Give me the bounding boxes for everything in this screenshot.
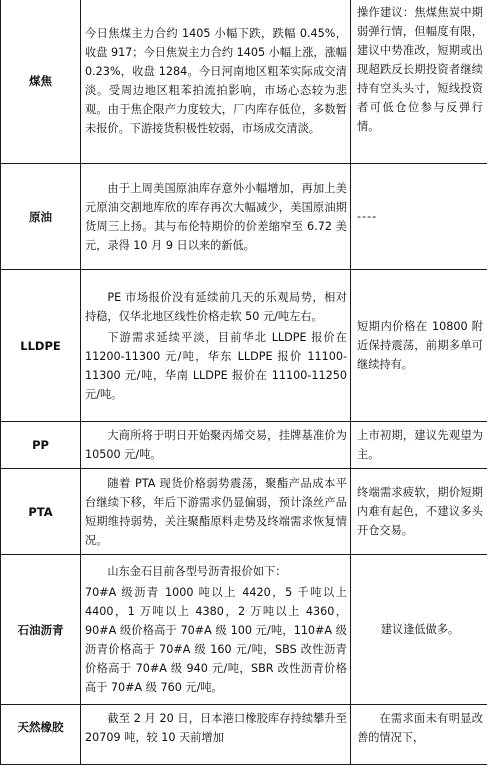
table-row-pta [1,469,487,555]
market-analysis-coal-coke [81,0,351,164]
analysis-paragraph: 大商所将于明日开始聚丙烯交易，挂牌基准价为 10500 元/吨。 [85,426,347,464]
market-analysis-lldpe [81,270,351,422]
analysis-paragraph: 随着 PTA 现货价格弱势震荡，聚酯产品成本平台继续下移，年后下游需求仍显偏弱，预计涤丝产品短期维持弱势，关注聚酯原料走势及终端需求恢复情况。 [85,474,347,550]
commodity-name-asphalt: 石油沥青 [1,555,81,705]
trading-advice-asphalt: 建议逢低做多。 [351,555,487,705]
trading-advice-coal-coke: 操作建议：焦煤焦炭中期弱弹行情，但幅度有限，建议中势准改，短期或出现超跌反长期投资者继续持有空头头寸，短线投资者可低仓位参与反弹行情。 [351,0,487,164]
analysis-paragraph: 山东金石目前各型号沥青报价如下： [85,562,347,581]
analysis-paragraph: 由于上周美国原油库存意外小幅增加，再加上美元原油交割地库欣的库存再次大幅减少，美国原油期货周三上扬。其与布伦特期价的价差缩窄至 6.72 美元，录得 10 月 9 日以来的新低。 [85,179,347,255]
market-analysis-asphalt [81,555,351,705]
analysis-paragraph: PE 市场报价没有延续前几天的乐观局势，相对持稳，仅华北地区线性价格走软 50 元/吨左右。 [85,288,347,326]
table-row-coal-coke [1,0,487,164]
advice-paragraph: 在需求面未有明显改善的情况下， [357,709,483,747]
table-row-crude-oil [1,164,487,270]
analysis-paragraph: 今日焦煤主力合约 1405 小幅下跌，跌幅 0.45%，收盘 917；今日焦炭主力合约 1405 小幅上涨，涨幅 0.23%，收盘 1284。今日河南地区粗苯实际成交清淡。受周边地区粗苯拍流拍影响，市场心态较为悲观。由于焦企限产力度较大，厂内库存低位，多数暂未报价。下游接货积极性较弱，市场成交清淡。 [85,24,347,138]
trading-advice-lldpe: 短期内价格在 10800 附近保持震荡，前期多单可继续持有。 [351,270,487,422]
table-row-lldpe [1,270,487,422]
analysis-paragraph: 70#A 级沥青 1000 吨以上 4420，5 千吨以上 4400，1 万吨以上 4380，2 万吨以上 4360，90#A 级价格高于 70#A 级 100 元/吨，110#A 级沥青价格高于 70#A 级 160 元/吨，SBS 改性沥青价格高于 70#A 级 940 元/吨，SBR 改性沥青价格高于 70#A 级 760 元/吨。 [85,583,347,697]
table-row-asphalt [1,555,487,705]
analysis-paragraph: 下游需求延续平淡，目前华北 LLDPE 报价在 11200-11300 元/吨，华东 LLDPE 报价 11100-11300 元/吨，华南 LLDPE 报价在 11100-11250 元/吨。 [85,328,347,404]
commodity-name-pta: PTA [1,469,81,555]
market-analysis-pta [81,469,351,555]
commodity-name-lldpe: LLDPE [1,270,81,422]
market-analysis-natural-rubber [81,705,351,765]
trading-advice-pta: 终端需求疲软，期价短期内难有起色，不建议多头开仓交易。 [351,469,487,555]
commodity-name-crude-oil: 原油 [1,164,81,270]
table-row-pp [1,422,487,469]
commodity-name-natural-rubber: 天然橡胶 [1,705,81,765]
table-row-natural-rubber [1,705,487,765]
trading-advice-natural-rubber [351,705,487,765]
market-analysis-crude-oil [81,164,351,270]
commodity-name-coal-coke: 煤焦 [1,0,81,164]
commodity-name-pp: PP [1,422,81,469]
market-analysis-pp [81,422,351,469]
trading-advice-crude-oil: ---- [351,164,487,270]
analysis-paragraph: 截至 2 月 20 日，日本港口橡胶库存持续攀升至 20709 吨，较 10 天前增加 [85,709,347,747]
trading-advice-pp: 上市初期，建议先观望为主。 [351,422,487,469]
